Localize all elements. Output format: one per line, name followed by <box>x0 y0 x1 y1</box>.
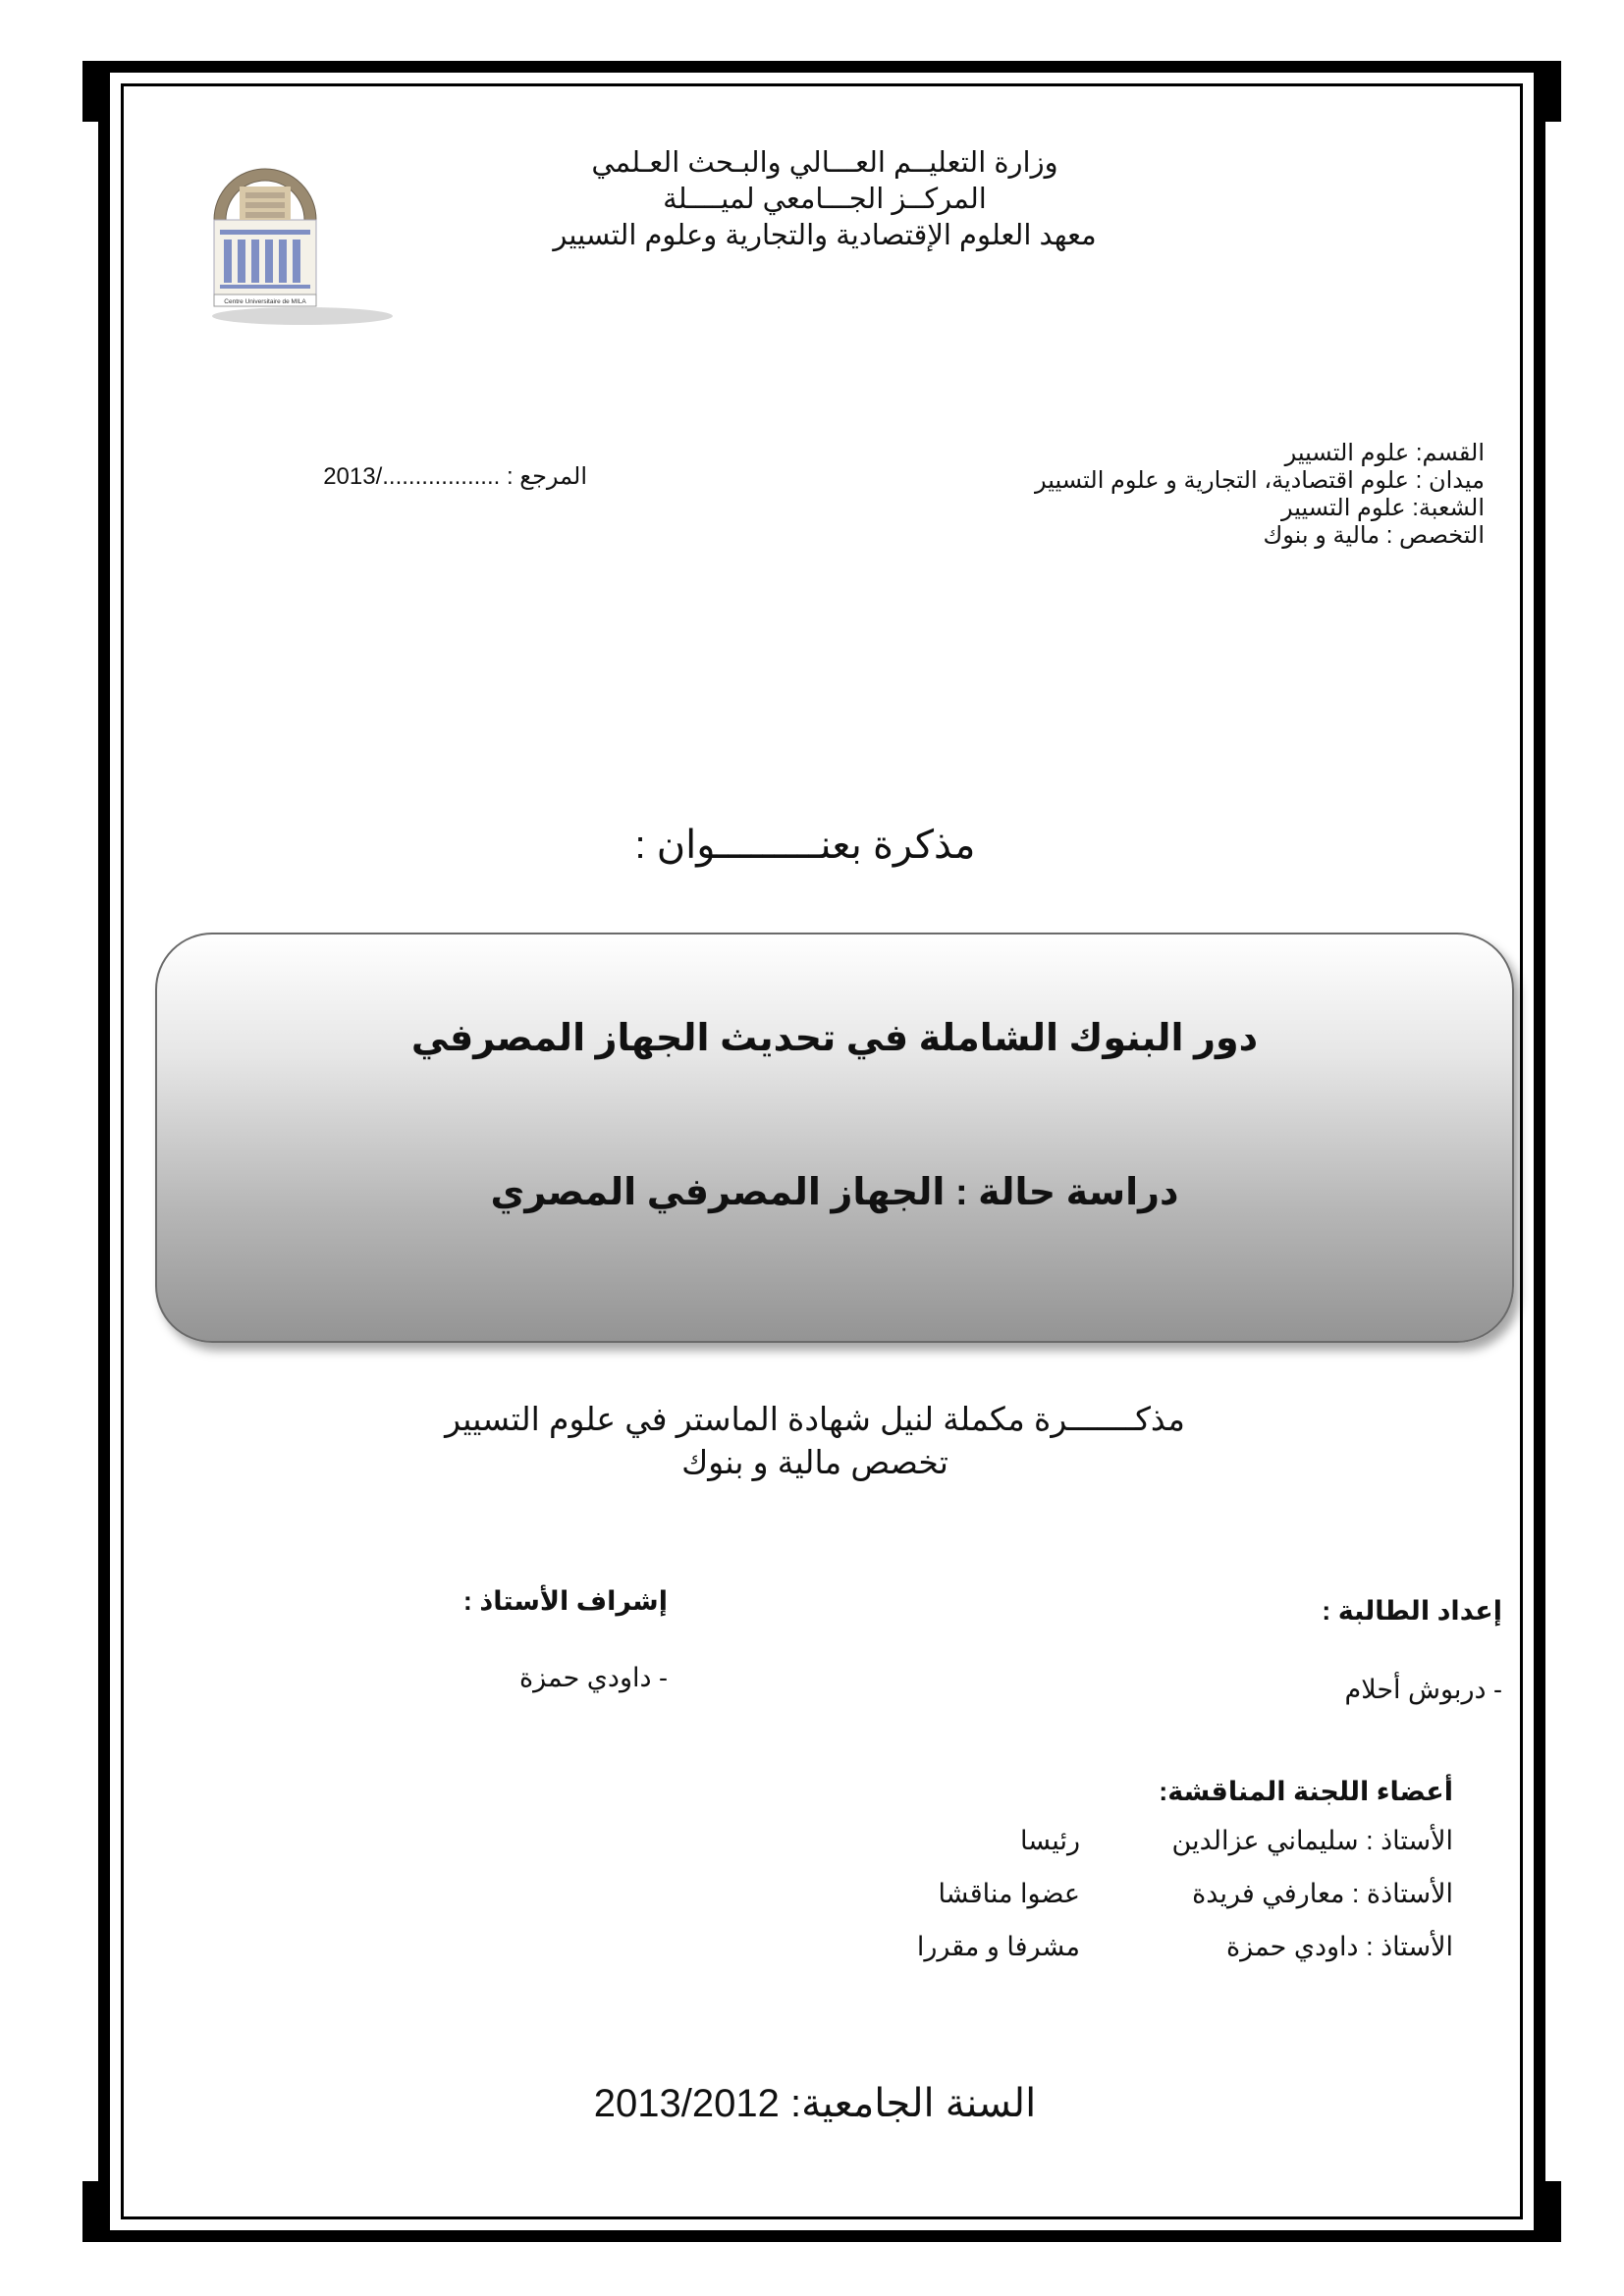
field-line: ميدان : علوم اقتصادية، التجارية و علوم التسيير <box>1035 467 1485 494</box>
academic-year: السنة الجامعية: 2013/2012 <box>593 2082 1037 2125</box>
branch-line: الشعبة: علوم التسيير <box>1281 495 1485 521</box>
prepared-by-heading: إعداد الطالبة : <box>1322 1596 1502 1626</box>
specialization-line: تخصص مالية و بنوك <box>681 1444 948 1480</box>
department-line: القسم: علوم التسيير <box>1284 440 1485 466</box>
case-study-title: دراسة حالة : الجهاز المصرفي المصري <box>490 1172 1179 1213</box>
committee-member <box>844 1826 1453 1865</box>
institution-header <box>511 145 1139 254</box>
logo-caption: Centre Universitaire de MILA <box>224 298 306 305</box>
thesis-title: دور البنوك الشاملة في تحديث الجهاز المصرفي <box>410 1018 1259 1059</box>
member-name: الأستاذة : معارفي فريدة <box>1192 1879 1453 1908</box>
student-name: - دربوش أحلام <box>1344 1675 1502 1704</box>
border-corner <box>1545 2181 1561 2242</box>
center-line: المركــز الجـــامعي لميــــلة <box>663 184 987 215</box>
committee-member <box>844 1932 1453 1971</box>
supervisor-name: - داودي حمزة <box>518 1663 668 1692</box>
institute-line: معهد العلوم الإقتصادية والتجارية وعلوم التسيير <box>553 220 1097 251</box>
supervisor-heading: إشراف الأستاذ : <box>462 1586 668 1616</box>
member-name: الأستاذ : سليماني عزالدين <box>1171 1826 1453 1855</box>
university-logo <box>194 157 401 334</box>
member-role: رئيسا <box>1019 1826 1080 1855</box>
committee-member <box>844 1879 1453 1918</box>
member-role: مشرفا و مقررا <box>916 1932 1080 1961</box>
member-name: الأستاذ : داودي حمزة <box>1226 1932 1453 1961</box>
degree-description <box>393 1398 1237 1484</box>
specialty-line: التخصص : مالية و بنوك <box>1263 522 1485 549</box>
department-info <box>903 440 1485 550</box>
subject-label: مذكرة بعنـــــــــوان : <box>634 824 976 867</box>
degree-line: مذكـــــــرة مكملة لنيل شهادة الماستر في علوم التسيير <box>445 1401 1185 1437</box>
border-corner <box>82 2181 98 2242</box>
member-role: عضوا مناقشا <box>938 1879 1080 1908</box>
title-box <box>155 933 1514 1343</box>
ministry-line: وزارة التعليــم العـــالي والبـحث العـلمي <box>591 147 1058 179</box>
university-building-icon <box>194 157 401 334</box>
border-corner <box>1545 61 1561 122</box>
committee-heading: أعضاء اللجنة المناقشة: <box>1159 1777 1453 1806</box>
reference-number: المرجع : ................../2013 <box>323 463 587 490</box>
border-corner <box>82 61 98 122</box>
